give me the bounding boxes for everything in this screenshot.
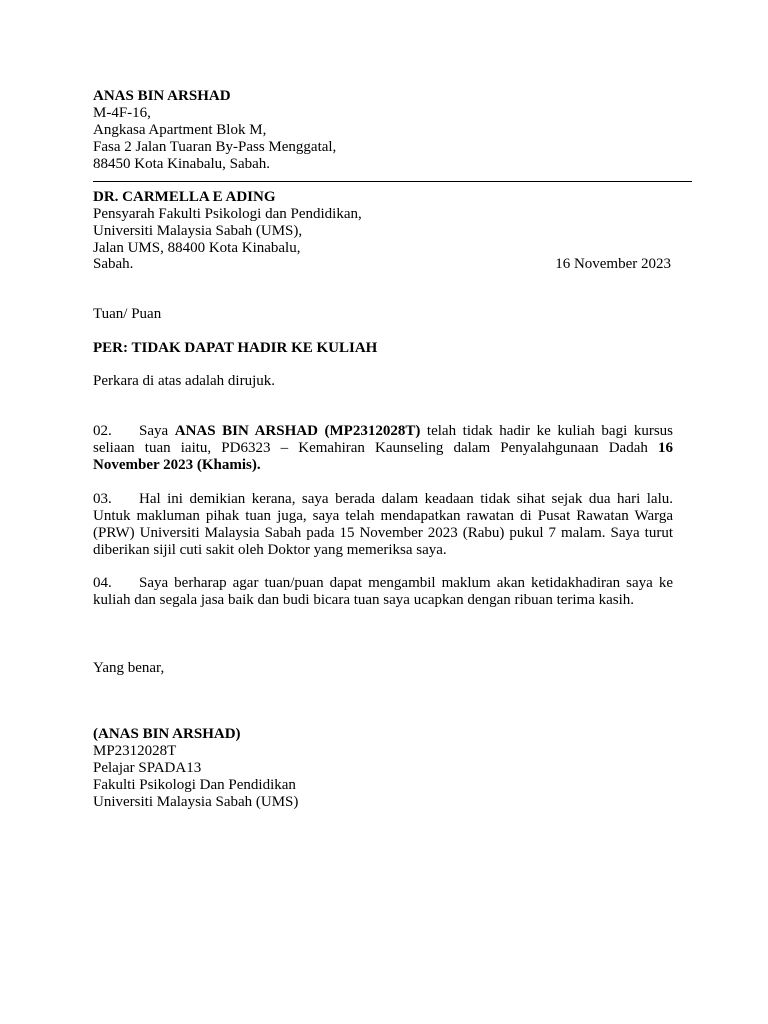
subject-line: PER: TIDAK DAPAT HADIR KE KULIAH (93, 340, 378, 356)
student-name-id: ANAS BIN ARSHAD (MP2312028T) (174, 423, 421, 439)
recipient-address-line: Sabah. (93, 256, 134, 272)
letter-date: 16 November 2023 (555, 256, 671, 272)
paragraph-03 (93, 491, 673, 559)
paragraph-number: 04. (93, 575, 112, 591)
sender-address-line: Fasa 2 Jalan Tuaran By-Pass Menggatal, (93, 139, 337, 155)
sender-name: ANAS BIN ARSHAD (93, 88, 231, 104)
paragraph-text: Hal ini demikian kerana, saya berada dalam keadaan tidak sihat sejak dua hari lalu. Untuk makluman pihak tuan juga, saya telah mendapatkan rawatan di Pusat Rawatan Warga (PRW) Universiti Malaysia Sabah pada 15 November 2023 (Rabu) pukul 7 malam. Saya turut diberikan sijil cuti sakit oleh Doktor yang memeriksa saya. (93, 491, 673, 558)
paragraph-number: 03. (93, 491, 112, 507)
recipient-address-line: Jalan UMS, 88400 Kota Kinabalu, (93, 240, 301, 256)
signature-name: (ANAS BIN ARSHAD) (93, 726, 241, 742)
paragraph-02 (93, 423, 673, 474)
reference-line: Perkara di atas adalah dirujuk. (93, 373, 276, 389)
absence-date: 16 November 2023 (Khamis). (93, 440, 673, 473)
signature-line: Pelajar SPADA13 (93, 760, 202, 776)
paragraph-text: Saya berharap agar tuan/puan dapat mengambil maklum akan ketidakhadiran saya ke kuliah dan segala jasa baik dan budi bicara tuan saya ucapkan dengan ribuan terima kasih. (93, 575, 673, 608)
paragraph-text: telah tidak hadir ke kuliah bagi kursus seliaan tuan iaitu, PD6323 – Kemahiran Kaunseling dalam Penyalahgunaan Dadah (93, 423, 674, 456)
paragraph-number: 02. (93, 423, 112, 439)
sender-address-line: Angkasa Apartment Blok M, (93, 122, 267, 138)
sender-address-line: M-4F-16, (93, 105, 151, 121)
signature-line: Fakulti Psikologi Dan Pendidikan (93, 777, 296, 793)
signature-line: MP2312028T (93, 743, 177, 759)
recipient-address-line: Universiti Malaysia Sabah (UMS), (93, 223, 303, 239)
recipient-address-line: Pensyarah Fakulti Psikologi dan Pendidikan, (93, 206, 362, 222)
closing: Yang benar, (93, 660, 165, 676)
paragraph-text: Saya (139, 423, 175, 439)
paragraph-04 (93, 575, 673, 609)
salutation: Tuan/ Puan (93, 306, 162, 322)
recipient-name: DR. CARMELLA E ADING (93, 189, 276, 205)
signature-line: Universiti Malaysia Sabah (UMS) (93, 794, 299, 810)
header-divider (93, 181, 692, 182)
sender-address-line: 88450 Kota Kinabalu, Sabah. (93, 156, 271, 172)
